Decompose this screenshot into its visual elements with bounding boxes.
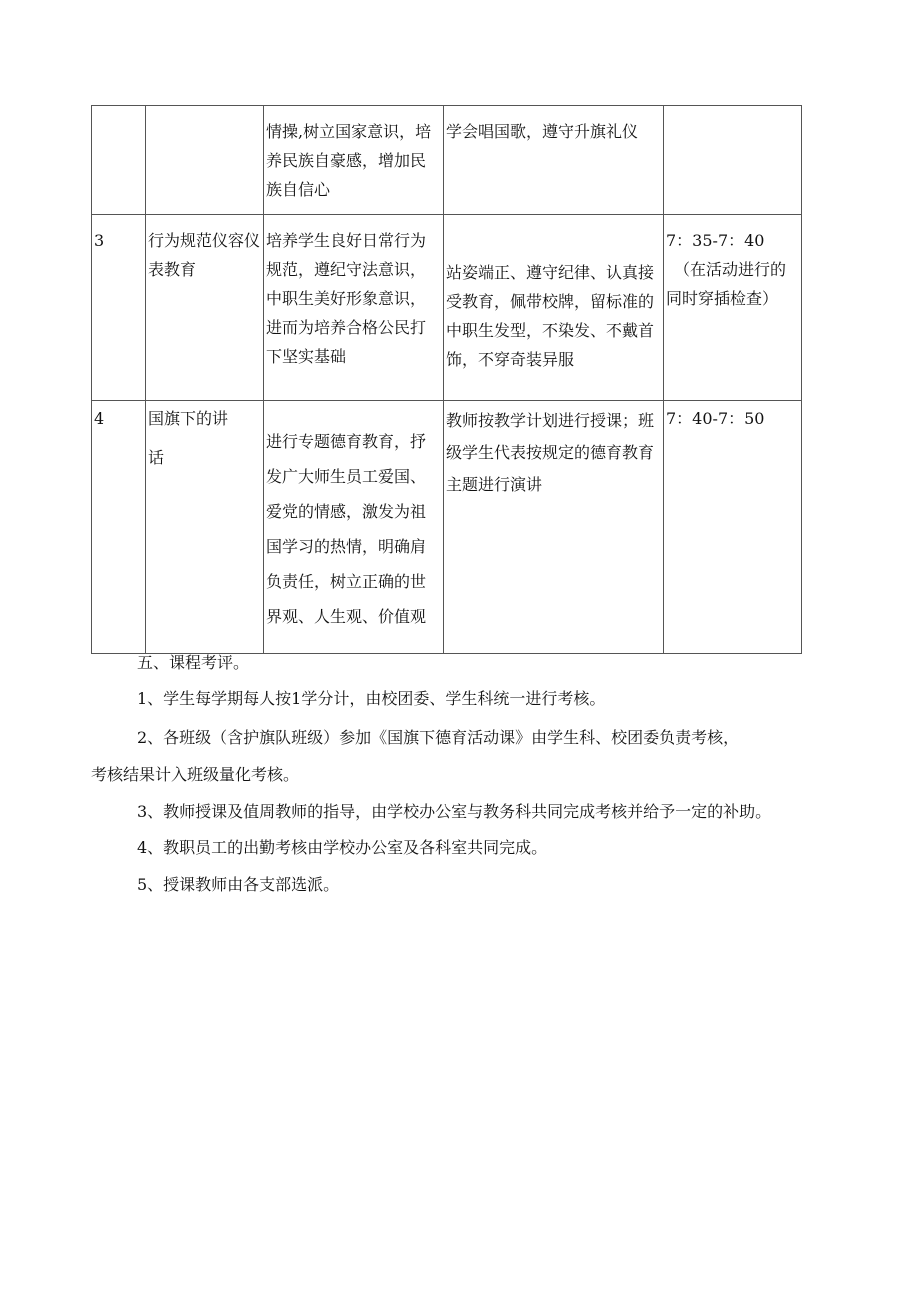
goal-line: 国学习的热情，明确肩: [266, 537, 427, 556]
goal-line: 下坚实基础: [266, 347, 347, 366]
cell-time: [664, 215, 802, 401]
cell-no: [92, 401, 146, 654]
row-number: 3: [94, 231, 105, 250]
assessment-item-4: 4、教职员工的出勤考核由学校办公室及各科室共同完成。: [137, 838, 548, 857]
assessment-item-5: 5、授课教师由各支部选派。: [137, 875, 340, 894]
goal-line: 中职生美好形象意识，: [266, 289, 427, 308]
requirement-line: 级学生代表按规定的德育教育: [446, 443, 655, 462]
table-row-continued: [92, 106, 802, 215]
cell-requirement: [444, 215, 664, 401]
cell-requirement: [444, 106, 664, 215]
cell-goal: [264, 106, 444, 215]
time-line: （在活动进行的: [674, 260, 787, 279]
cell-time: [664, 401, 802, 654]
requirement-line: 教师按教学计划进行授课；班: [446, 411, 655, 430]
requirement-line: 学会唱国歌，遵守升旗礼仪: [446, 122, 639, 141]
goal-line: 爱党的情感，激发为祖: [266, 502, 427, 521]
time-line: 7：35-7：40: [666, 231, 765, 250]
activity-table: [91, 105, 802, 654]
requirement-line: 饰，不穿奇装异服: [446, 350, 575, 369]
goal-line: 族自信心: [266, 180, 331, 199]
row-number: 4: [94, 409, 105, 428]
time-line: 同时穿插检查）: [666, 289, 779, 308]
requirement-line: 主题进行演讲: [446, 475, 543, 494]
assessment-item-3: 3、教师授课及值周教师的指导，由学校办公室与教务科共同完成考核并给予一定的补助。: [137, 802, 772, 821]
item-line: 行为规范仪容仪: [148, 231, 261, 250]
goal-line: 进行专题德育教育，抒: [266, 432, 427, 451]
goal-line: 培养学生良好日常行为: [266, 231, 427, 250]
cell-item: [146, 106, 264, 215]
goal-line: 发广大师生员工爱国、: [266, 467, 427, 486]
time-line: 7：40-7：50: [666, 409, 765, 428]
requirement-line: 中职生发型，不染发、不戴首: [446, 321, 655, 340]
goal-line: 情操,树立国家意识，培: [266, 122, 432, 141]
cell-no: [92, 215, 146, 401]
assessment-item-1: 1、学生每学期每人按1学分计，由校团委、学生科统一进行考核。: [137, 689, 606, 708]
assessment-item-2-continued: 考核结果计入班级量化考核。: [91, 765, 300, 784]
cell-item: [146, 401, 264, 654]
cell-time: [664, 106, 802, 215]
item-line: 国旗下的讲: [148, 409, 229, 428]
cell-item: [146, 215, 264, 401]
item-line: 话: [148, 448, 165, 467]
cell-requirement: [444, 401, 664, 654]
goal-line: 负责任，树立正确的世: [266, 572, 427, 591]
goal-line: 界观、人生观、价值观: [266, 607, 427, 626]
goal-line: 养民族自豪感，增加民: [266, 151, 427, 170]
cell-goal: [264, 215, 444, 401]
requirement-line: 受教育，佩带校牌，留标准的: [446, 292, 655, 311]
table-row-3: [92, 215, 802, 401]
requirement-line: 站姿端正、遵守纪律、认真接: [446, 263, 655, 282]
cell-no: [92, 106, 146, 215]
table-row-4: [92, 401, 802, 654]
goal-line: 规范，遵纪守法意识，: [266, 260, 427, 279]
section-heading: 五、课程考评。: [137, 653, 250, 672]
cell-goal: [264, 401, 444, 654]
goal-line: 进而为培养合格公民打: [266, 318, 427, 337]
item-line: 表教育: [148, 260, 197, 279]
assessment-item-2: 2、各班级（含护旗队班级）参加《国旗下德育活动课》由学生科、校团委负责考核，: [137, 728, 740, 747]
